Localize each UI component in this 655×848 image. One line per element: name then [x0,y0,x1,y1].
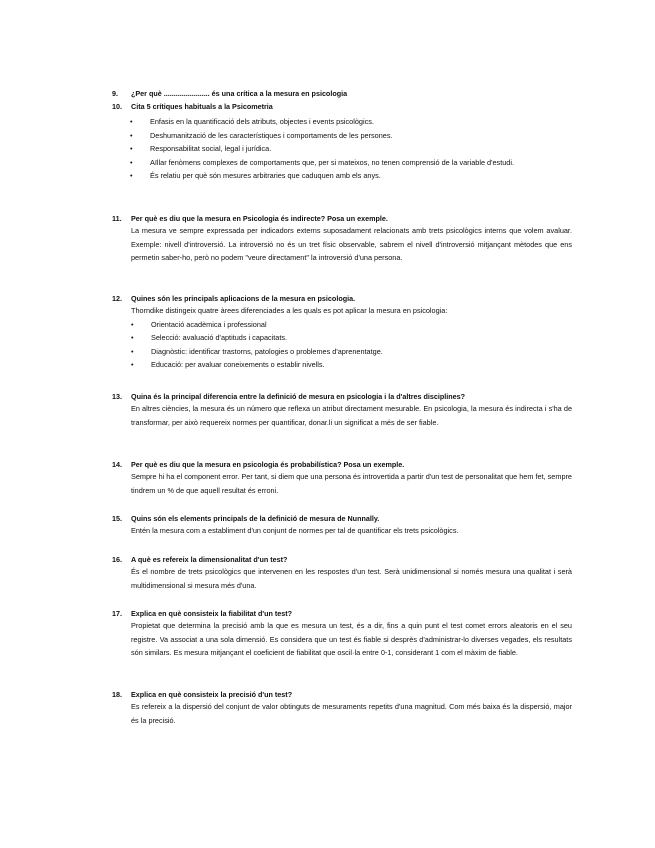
bullet-list [131,318,572,372]
question-title: Quins són els elements principals de la definició de mesura de Nunnally. [131,514,380,523]
answer-text: Entén la mesura com a establiment d'un conjunt de normes per tal de quantificar els trets psicològics. [131,526,459,535]
list-item: • Enfasis en la quantificació dels atributs, objectes i events psicològics. [130,115,550,129]
question-number: 15. [112,514,122,523]
list-item: • Deshumanització de les característiques i comportaments de les persones. [130,129,550,143]
list-item: • Educació: per avaluar coneixements o establir nivells. [131,358,572,372]
answer-text: La mesura ve sempre expressada per indicadors externs suposadament relacionats amb trets psicològics interns que volem avaluar. Exemple: nivell d'introversió. La introversió no és un tret físic observable, sabrem el nivell d'introversió mitjançant mètodes que ens permetin saber-ho, però no podem "veure directament" la introversió d'una persona. [131,226,572,263]
question-title: Quines són les principals aplicacions de la mesura en psicologia. [131,294,356,303]
bullet-list [112,115,550,183]
question-13 [112,391,572,429]
answer-text: En altres ciències, la mesura és un número que reflexa un atribut directament mesurable. En psicologia, la mesura és indirecta i s'ha de transformar, per això requereix normes per quantificar, donar.li un significat a més de ser fiable. [131,404,572,427]
question-number: 11. [112,214,122,223]
question-title: Quina és la principal diferencia entre la definició de mesura en psicologia i la d'altres disciplines? [131,392,466,401]
list-item: • Responsabilitat social, legal i jurídica. [130,142,550,156]
list-item: • Aïllar fenòmens complexes de comportaments que, per si mateixos, no tenen comprensió de la variable d'estudi. [130,156,550,170]
question-18 [112,689,572,727]
question-number: 10. [112,102,122,111]
question-title: Per què es diu que la mesura en psicologia és probabilística? Posa un exemple. [131,460,405,469]
question-number: 17. [112,609,122,618]
question-number: 13. [112,392,122,401]
answer-text: Propietat que determina la precisió amb la que es mesura un test, és a dir, fins a quin punt el test comet errors aleatoris en el seu registre. Va associat a una sola dimensió. Es considera que un test és fiable si desprès d'administrar-lo diverses vegades, els resultats són similars. Es mesura mitjançant el coeficient de fiabilitat que oscil·la entre 0-1, considerant 1 com el màxim de fiable. [131,621,572,658]
question-number: 9. [112,89,118,98]
question-title: A què es refereix la dimensionalitat d'un test? [131,555,288,564]
answer-text: És el nombre de trets psicològics que intervenen en les respostes d'un test. Serà unidimensional si només mesura una qualitat i serà multidimensional si mesura més d'una. [131,567,572,590]
question-16 [112,554,572,592]
question-10 [112,101,572,183]
list-item: • Diagnòstic: identificar trastorns, patologies o problemes d'aprenentatge. [131,345,572,359]
answer-intro: Thorndike distingeix quatre àrees diferenciades a les quals es pot aplicar la mesura en psicologia: [131,306,448,315]
question-title: Cita 5 crítiques habituals a la Psicometria [131,102,273,111]
list-item: • Orientació acadèmica i professional [131,318,572,332]
question-title: Explica en què consisteix la fiabilitat d'un test? [131,609,293,618]
question-14 [112,459,572,497]
answer-text [131,304,572,372]
question-title: Per què es diu que la mesura en Psicologia és indirecte? Posa un exemple. [131,214,388,223]
list-item: • És relatiu per què són mesures arbitraries que caduquen amb els anys. [130,169,550,183]
answer-text: Es refereix a la dispersió del conjunt de valor obtinguts de mesuraments repetits d'una magnitud. Com més baixa és la dispersió, major és la precisió. [131,702,572,725]
question-number: 14. [112,460,122,469]
question-title: Explica en què consisteix la precisió d'un test? [131,690,293,699]
question-number: 18. [112,690,122,699]
question-number: 12. [112,294,122,303]
question-number: 16. [112,555,122,564]
question-15 [112,513,572,538]
list-item: • Selecció: avaluació d'aptituds i capacitats. [131,331,572,345]
question-12 [112,293,572,372]
question-9 [112,88,572,99]
question-11 [112,213,572,265]
question-title: ¿Per què ....................... és una crítica a la mesura en psicologia [131,89,348,98]
answer-text: Sempre hi ha el component error. Per tant, si diem que una persona és introvertida a partir d'un test de personalitat que hem fet, sempre tindrem un % de que aquell resultat és erroni. [131,472,572,495]
question-17 [112,608,572,660]
